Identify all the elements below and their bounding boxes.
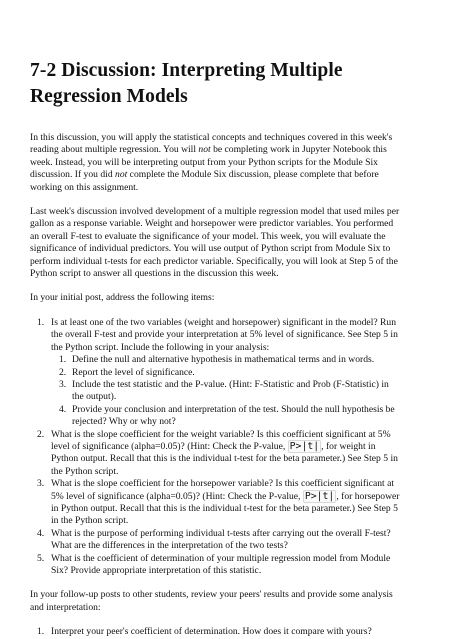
list-item	[30, 528, 402, 553]
initial-post-list	[30, 317, 402, 578]
p-value-code: P>|t|	[304, 490, 335, 502]
last-week-paragraph: Last week's discussion involved development of a multiple regression model that used miles per gallon as a response variable. Weight and horsepower were predictor variables. You performed an overall F-test to evaluate the significance of your model. This week, you will evaluate the significance of individual predictors. You will use output of Python script from Module Six to perform individual t-tests for each predictor variable. Specifically, you will look at Step 5 of the Python script to answer all questions in the discussion this week.	[30, 206, 400, 280]
sublist-item-number: 3.	[59, 378, 67, 390]
list-item-text: What is the purpose of performing individual t-tests after carrying out the overall F-test? What are the differences in the interpretation of the two tests?	[51, 527, 391, 552]
list-item	[30, 626, 402, 638]
list-item-text: What is the coefficient of determination of your multiple regression model from Module Six? Provide appropriate interpretation of this statistic.	[51, 552, 391, 576]
list-item-text: Interpret your peer's coefficient of determination. How does it compare with yours?	[51, 626, 372, 638]
p-value-code: P>|t|	[289, 440, 320, 452]
sublist-item-text: Provide your conclusion and interpretation of the test. Should the null hypothesis be rejected? Why or why not?	[72, 403, 395, 428]
followup-intro: In your follow-up posts to other students, review your peers' results and provide some analysis and interpretation:	[30, 589, 393, 613]
intro-emphasis-1: not	[198, 144, 211, 156]
sublist-item	[51, 379, 402, 404]
intro-text-2: be completing work in Jupyter Notebook this week. Instead, you will be interpreting output from your Python scripts for the Module Six discussion. If you did	[30, 144, 387, 181]
sublist-item-text: Include the test statistic and the P-value. (Hint: F-Statistic and Prob (F-Statistic) in the output).	[72, 378, 389, 403]
list-item-text: What is the slope coefficient for the weight variable? Is this coefficient significant at 5% level of significance (alpha=0.05)? (Hint: Check the P-value,	[51, 428, 391, 452]
list-item-number: 3.	[37, 478, 45, 490]
list-item	[30, 553, 402, 578]
document-title: 7-2 Discussion: Interpreting Multiple Regression Models	[30, 60, 343, 107]
list-item-text-continued: , for horsepower in Python output. Recall that this is the individual t-test for the beta parameter.) See Step 5 in the Python script.	[51, 490, 400, 527]
list-item-number: 2.	[37, 428, 45, 440]
followup-list	[30, 626, 402, 638]
intro-paragraph	[30, 132, 402, 194]
sublist-item-text: Report the level of significance.	[72, 366, 195, 378]
sublist-item	[51, 354, 402, 366]
sublist-item-text: Define the null and alternative hypothesis in mathematical terms and in words.	[72, 354, 375, 366]
list-item	[30, 317, 402, 429]
sublist-item	[51, 367, 402, 379]
list-item-text-continued: , for weight in Python output. Recall that this is the individual t-test for the beta parameter.) See Step 5 in the Python script.	[51, 440, 398, 477]
list-item-number: 4.	[37, 527, 45, 539]
list-item-text: Is at least one of the two variables (weight and horsepower) significant in the model? Run the overall F-test and provide your interpretation at 5% level of significance. See Step 5 in the Python script. Include the following in your analysis:	[51, 316, 398, 353]
list-item	[30, 478, 402, 528]
analysis-sublist	[51, 354, 402, 428]
sublist-item	[51, 404, 402, 429]
intro-emphasis-2: not	[115, 169, 128, 181]
intro-text-3: complete the Module Six discussion, please complete that before working on this assignment.	[30, 169, 379, 193]
list-item-number: 5.	[37, 552, 45, 564]
sublist-item-number: 1.	[59, 354, 67, 366]
list-item	[30, 429, 402, 479]
sublist-item-number: 4.	[59, 403, 67, 415]
list-item-number: 1.	[37, 626, 45, 638]
sublist-item-number: 2.	[59, 366, 67, 378]
list-item-text: What is the slope coefficient for the horsepower variable? Is this coefficient significant at 5% level of significance (alpha=0.05)? (Hint: Check the P-value,	[51, 478, 395, 502]
list-item-number: 1.	[37, 316, 45, 328]
initial-post-intro: In your initial post, address the following items:	[30, 292, 215, 304]
intro-text-1: In this discussion, you will apply the statistical concepts and techniques covered in this week's reading about multiple regression. You will	[30, 132, 393, 156]
